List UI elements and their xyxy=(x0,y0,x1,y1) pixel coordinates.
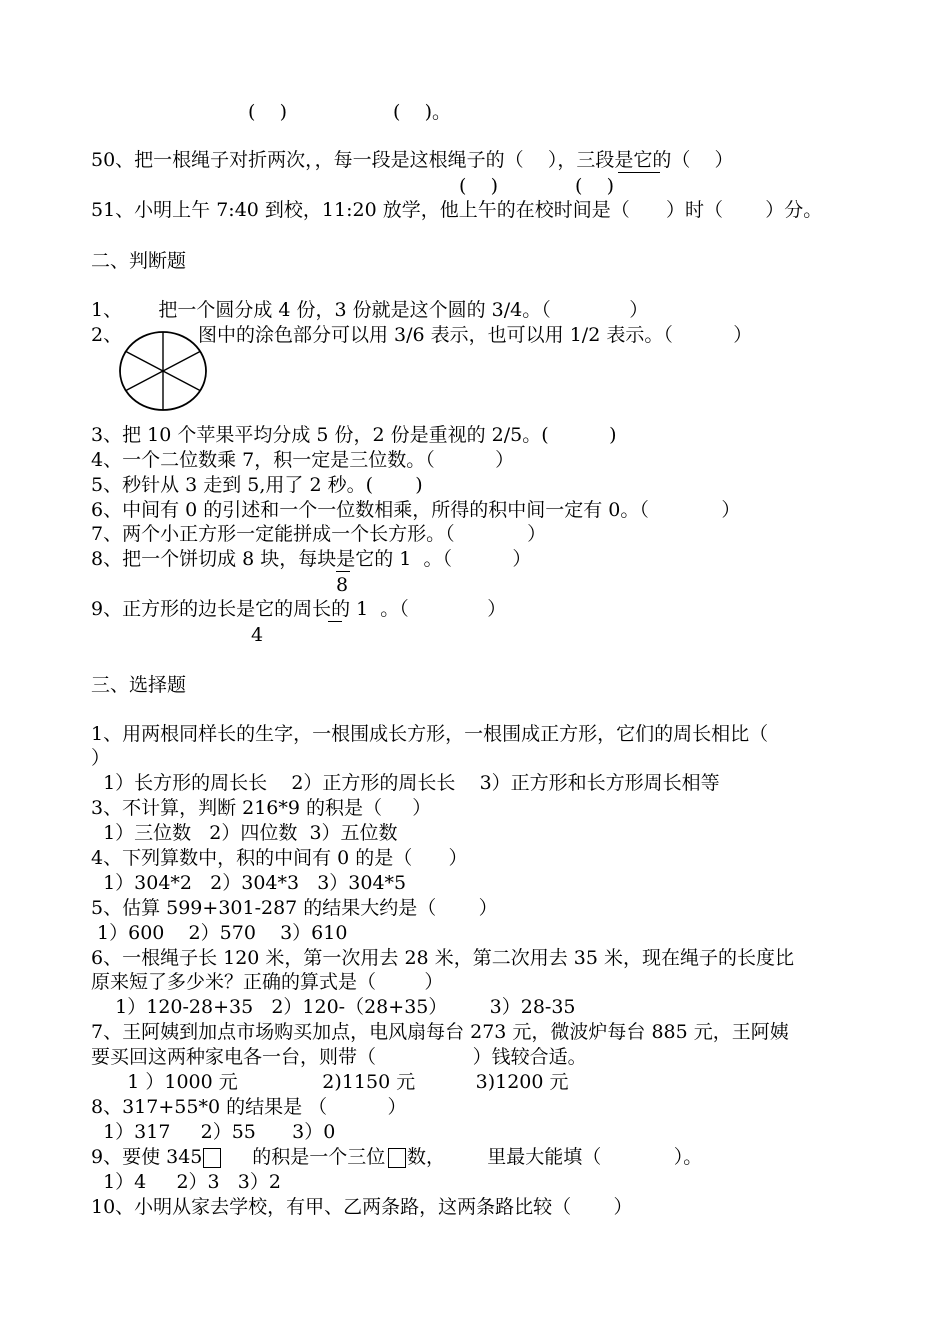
choice-question-1-continued: ） xyxy=(91,747,111,769)
judge-question-9-denominator: 4 xyxy=(251,624,264,646)
answer-box-1 xyxy=(203,1148,221,1168)
question-50-denominator-b: ( ) xyxy=(575,175,614,197)
choice-question-7-continued: 要买回这两种家电各一台，则带（ ）钱较合适。 xyxy=(91,1046,587,1068)
blank-parenthesis-b: ( )。 xyxy=(393,101,451,123)
choice-question-10: 10、小明从家去学校，有甲、乙两条路，这两条路比较（ ） xyxy=(91,1196,633,1218)
judge-question-2-number: 2、 xyxy=(91,324,123,346)
choice-question-3-options: 1）三位数 2）四位数 3）五位数 xyxy=(91,822,398,844)
choice-question-1-options: 1）长方形的周长长 2）正方形的周长长 3）正方形和长方形周长相等 xyxy=(91,772,720,794)
choice-question-9-part-3: 数， 里最大能填（ ）。 xyxy=(407,1146,703,1168)
divided-circle-figure xyxy=(117,329,209,413)
judge-question-5: 5、秒针从 3 走到 5,用了 2 秒。( ) xyxy=(91,474,423,496)
choice-question-6-continued: 原来短了多少米？正确的算式是（ ） xyxy=(91,971,444,993)
judge-question-2: 图中的涂色部分可以用 3/6 表示，也可以用 1/2 表示。（ ） xyxy=(198,324,753,346)
judge-question-8: 8、把一个饼切成 8 块，每块是它的 1 。（ ） xyxy=(91,548,532,570)
judge-question-7: 7、两个小正方形一定能拼成一个长方形。（ ） xyxy=(91,523,547,545)
section-heading-judge: 二、判断题 xyxy=(91,250,187,272)
choice-question-9-part-1: 9、要使 345 xyxy=(91,1146,203,1168)
choice-question-6-options: 1）120-28+35 2）120-（28+35） 3）28-35 xyxy=(91,996,576,1018)
choice-question-5-options: 1）600 2）570 3）610 xyxy=(91,922,348,944)
choice-question-6: 6、一根绳子长 120 米，第一次用去 28 米，第二次用去 35 米，现在绳子的长度比 xyxy=(91,947,794,969)
choice-question-9-part-2: 的积是一个三位 xyxy=(222,1146,386,1168)
choice-question-9-options: 1）4 2）3 3）2 xyxy=(91,1171,281,1193)
fraction-bar-q8 xyxy=(336,571,350,572)
judge-question-8-denominator: 8 xyxy=(336,574,349,596)
judge-question-3: 3、把 10 个苹果平均分成 5 份，2 份是重视的 2/5。( ) xyxy=(91,424,617,446)
question-51: 51、小明上午 7:40 到校，11:20 放学，他上午的在校时间是（ ）时（ ）分。 xyxy=(91,199,823,221)
judge-question-1: 1、 把一个圆分成 4 份，3 份就是这个圆的 3/4。（ ） xyxy=(91,299,649,321)
question-50-denominator-a: ( ) xyxy=(459,175,498,197)
judge-question-4: 4、一个二位数乘 7，积一定是三位数。（ ） xyxy=(91,449,515,471)
choice-question-7-options: 1 ）1000 元 2)1150 元 3)1200 元 xyxy=(91,1071,569,1093)
fraction-bar-q9 xyxy=(328,621,342,622)
choice-question-8-options: 1）317 2）55 3）0 xyxy=(91,1121,336,1143)
answer-box-2 xyxy=(388,1148,406,1168)
blank-parenthesis-a: ( ) xyxy=(248,101,287,123)
choice-question-7: 7、王阿姨到加点市场购买加点，电风扇每台 273 元，微波炉每台 885 元，王阿姨 xyxy=(91,1021,789,1043)
fraction-bar-q50 xyxy=(618,172,660,173)
choice-question-4-options: 1）304*2 2）304*3 3）304*5 xyxy=(91,872,407,894)
judge-question-6: 6、中间有 0 的引述和一个一位数相乘，所得的积中间一定有 0。（ ） xyxy=(91,499,741,521)
choice-question-4: 4、下列算数中，积的中间有 0 的是（ ） xyxy=(91,847,468,869)
choice-question-8: 8、317+55*0 的结果是 （ ） xyxy=(91,1096,407,1118)
choice-question-3: 3、不计算，判断 216*9 的积是（ ） xyxy=(91,797,432,819)
judge-question-9: 9、正方形的边长是它的周长的 1 。（ ） xyxy=(91,598,507,620)
choice-question-5: 5、估算 599+301-287 的结果大约是（ ） xyxy=(91,897,498,919)
section-heading-choice: 三、选择题 xyxy=(91,674,187,696)
question-50: 50、把一根绳子对折两次，，每一段是这根绳子的（ ），三段是它的（ ） xyxy=(91,149,734,171)
choice-question-1: 1、用两根同样长的生字，一根围成长方形，一根围成正方形，它们的周长相比（ xyxy=(91,723,769,745)
